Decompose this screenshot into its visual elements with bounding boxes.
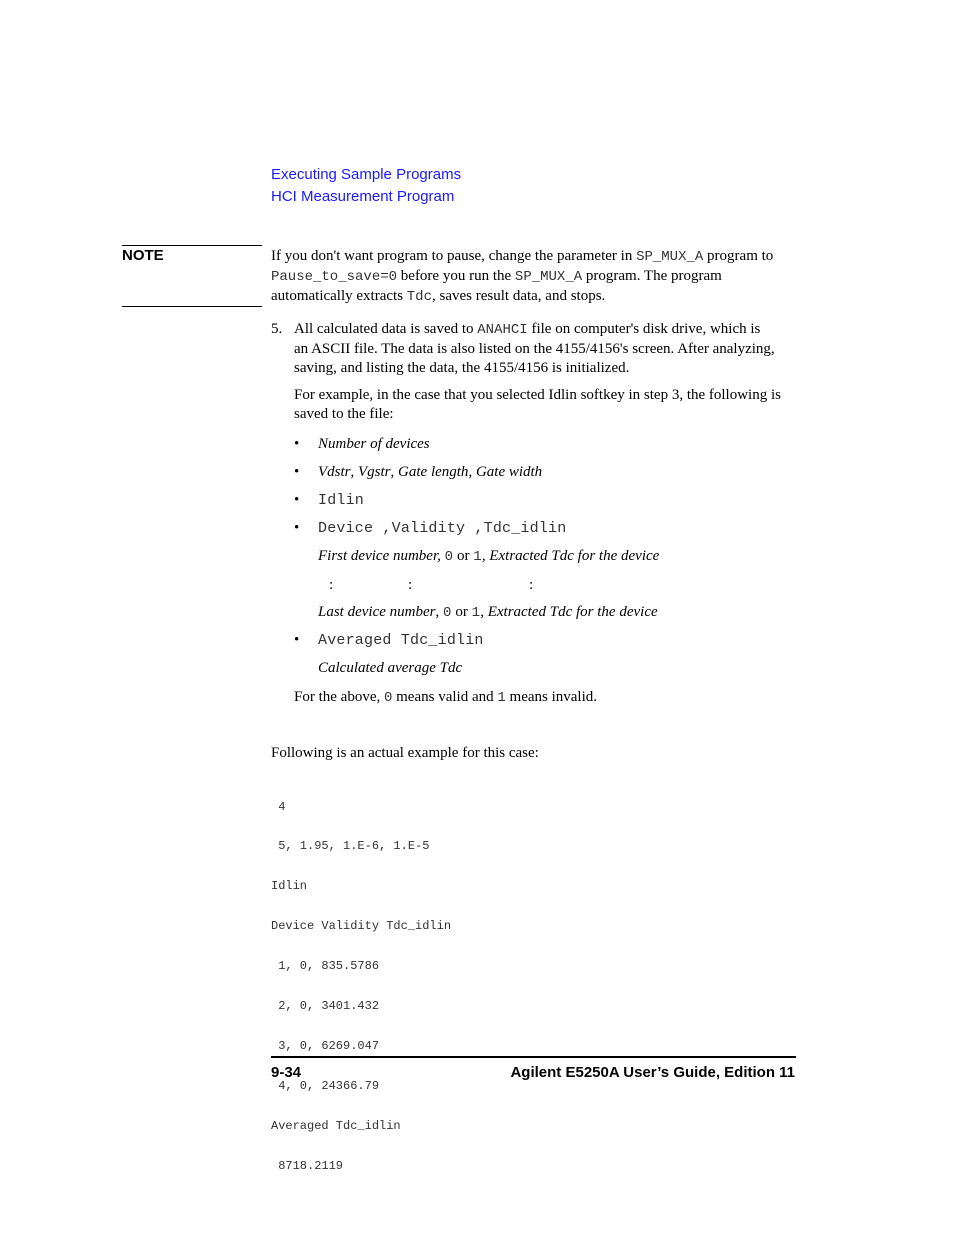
code-line: 8718.2119 <box>271 1158 344 1173</box>
code-line: Averaged Tdc_idlin <box>271 1118 401 1133</box>
bullet-device-header: Device ,Validity ,Tdc_idlin <box>318 520 567 537</box>
ellipsis-colon: : <box>329 577 334 593</box>
bullet-stress-params: Vdstr, Vgstr, Gate length, Gate width <box>318 464 543 480</box>
bullet-marker: • <box>294 520 300 536</box>
note-top-rule <box>122 245 262 246</box>
step5-example-paragraph: For example, in the case that you selected Idlin softkey in step 3, the following is saved to the file: <box>294 387 781 422</box>
bullet-marker: • <box>294 464 300 480</box>
note-text: If you don't want program to pause, change the parameter in SP_MUX_A program to Pause_to_save=0 before you run the SP_MUX_A program. The program automatically extracts Tdc, saves result data, and stops. <box>271 248 774 305</box>
calculated-average-line: Calculated average Tdc <box>318 660 463 676</box>
bullet-marker: • <box>294 436 300 452</box>
first-device-line: First device number, 0 or 1, Extracted Tdc for the device <box>318 548 660 565</box>
bullet-number-of-devices: Number of devices <box>318 436 430 452</box>
bullet-idlin: Idlin <box>318 492 365 509</box>
code-listing <box>271 774 451 1186</box>
bullet-marker: • <box>294 632 300 648</box>
bullet-marker: • <box>294 492 300 508</box>
code-line: 1, 0, 835.5786 <box>271 959 380 974</box>
page-number: 9-34 <box>271 1064 302 1081</box>
validity-note: For the above, 0 means valid and 1 means invalid. <box>294 689 598 706</box>
footer-title: Agilent E5250A User’s Guide, Edition 11 <box>510 1064 795 1081</box>
breadcrumb-link-hci-measurement-program[interactable]: HCI Measurement Program <box>271 188 455 205</box>
note-label: NOTE <box>122 247 164 264</box>
code-line: Idlin <box>271 879 308 894</box>
code-line: 4 <box>271 799 286 814</box>
footer-rule <box>271 1056 796 1058</box>
code-line: 5, 1.95, 1.E-6, 1.E-5 <box>271 839 430 854</box>
bullet-averaged: Averaged Tdc_idlin <box>318 632 484 649</box>
note-bottom-rule <box>122 306 262 307</box>
ellipsis-colon: : <box>529 577 534 593</box>
code-line: 2, 0, 3401.432 <box>271 999 380 1014</box>
code-line: Device Validity Tdc_idlin <box>271 919 452 934</box>
step-number: 5. <box>271 321 283 337</box>
code-line: 4, 0, 24366.79 <box>271 1078 380 1093</box>
step5-paragraph: All calculated data is saved to ANAHCI file on computer's disk drive, which is an ASCII file. The data is also listed on the 4155/4156's screen. After analyzing, saving, and listing the data, the 4155/4156 is initialized. <box>294 321 775 376</box>
code-line: 3, 0, 6269.047 <box>271 1038 380 1053</box>
example-intro: Following is an actual example for this case: <box>271 745 539 761</box>
breadcrumb-link-executing-sample-programs[interactable]: Executing Sample Programs <box>271 166 462 183</box>
ellipsis-colon: : <box>408 577 413 593</box>
last-device-line: Last device number, 0 or 1, Extracted Tdc for the device <box>318 604 658 621</box>
